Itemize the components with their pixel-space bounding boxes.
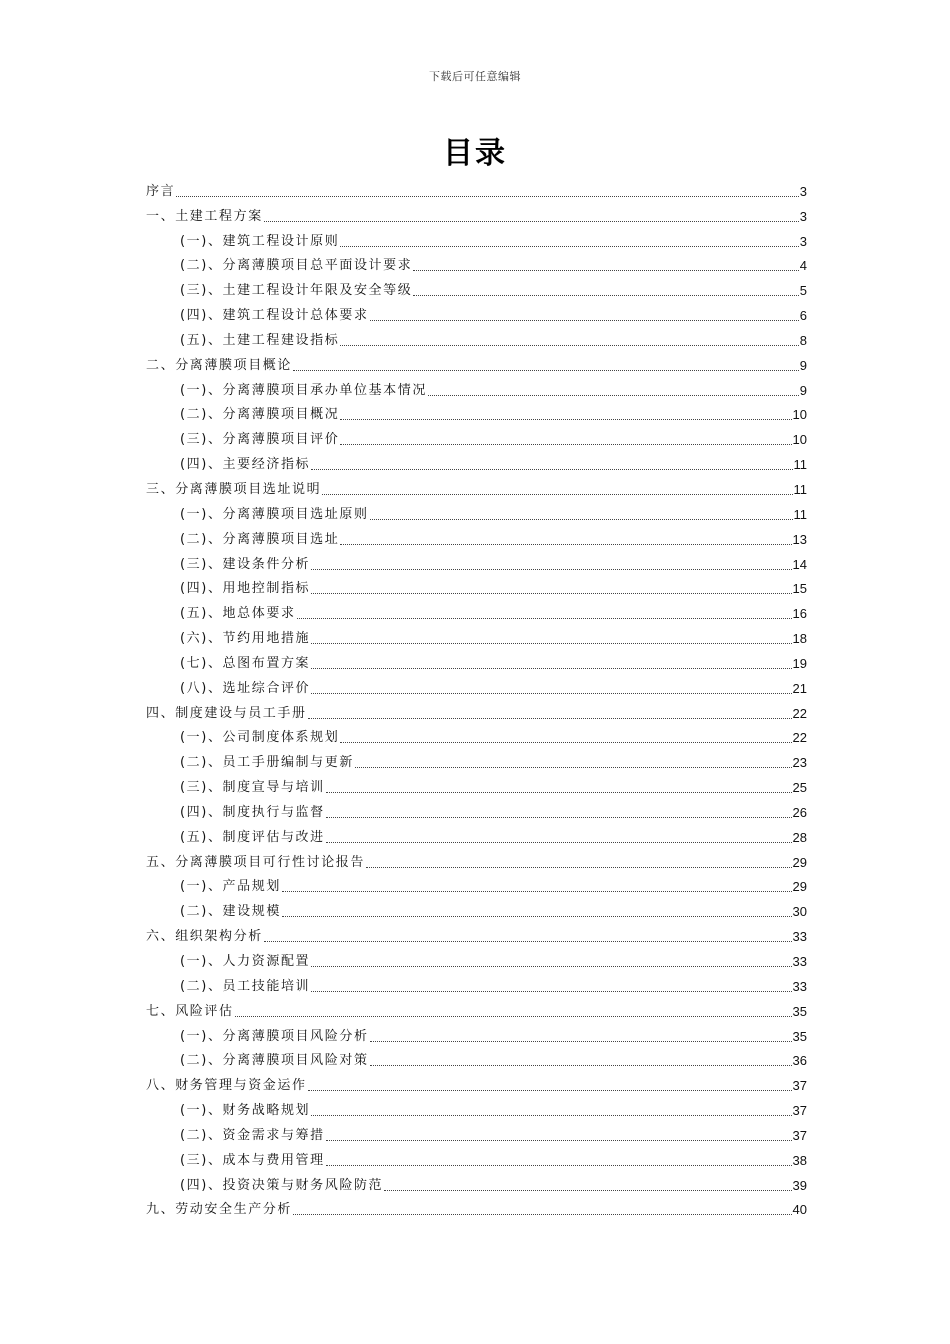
toc-subentry[interactable] xyxy=(146,1094,807,1119)
toc-entry-label: (一)、财务战略规划 xyxy=(180,1103,311,1119)
toc-entry-label: (四)、投资决策与财务风险防范 xyxy=(180,1177,384,1193)
toc-entry-label: (五)、地总体要求 xyxy=(180,606,296,622)
toc-page-number: 15 xyxy=(792,581,807,597)
toc-subentry[interactable] xyxy=(146,746,807,771)
toc-subentry[interactable] xyxy=(146,1169,807,1194)
dot-leader xyxy=(340,246,798,247)
toc-entry-label: (二)、分离薄膜项目概况 xyxy=(180,407,340,423)
toc-subentry[interactable] xyxy=(146,1045,807,1070)
toc-entry[interactable] xyxy=(146,200,807,225)
dot-leader xyxy=(264,941,792,942)
toc-page-number: 22 xyxy=(792,730,807,746)
toc-subentry[interactable] xyxy=(146,945,807,970)
toc-page-number: 3 xyxy=(799,208,807,224)
page-header: 下载后可任意编辑 xyxy=(429,70,521,83)
page-title: 目录 xyxy=(443,136,507,171)
toc-entry[interactable] xyxy=(146,1069,807,1094)
dot-leader xyxy=(366,867,792,868)
toc-entry-label: (四)、主要经济指标 xyxy=(180,457,311,473)
dot-leader xyxy=(340,419,791,420)
toc-subentry[interactable] xyxy=(146,1144,807,1169)
dot-leader xyxy=(370,1041,792,1042)
toc-subentry[interactable] xyxy=(146,796,807,821)
dot-leader xyxy=(326,1165,792,1166)
toc-subentry[interactable] xyxy=(146,722,807,747)
dot-leader xyxy=(311,469,792,470)
toc-page-number: 5 xyxy=(799,283,807,299)
toc-entry-label: (二)、资金需求与筹措 xyxy=(180,1127,325,1143)
toc-entry-label: (八)、选址综合评价 xyxy=(180,680,311,696)
toc-entry-label: (一)、分离薄膜项目风险分析 xyxy=(180,1028,369,1044)
toc-entry-label: (三)、分离薄膜项目评价 xyxy=(180,432,340,448)
toc-page-number: 37 xyxy=(792,1127,807,1143)
toc-subentry[interactable] xyxy=(146,597,807,622)
dot-leader xyxy=(370,519,793,520)
dot-leader xyxy=(370,1065,792,1066)
dot-leader xyxy=(311,693,791,694)
toc-page-number: 25 xyxy=(792,780,807,796)
toc-page-number: 14 xyxy=(792,556,807,572)
toc-subentry[interactable] xyxy=(146,622,807,647)
toc-subentry[interactable] xyxy=(146,647,807,672)
dot-leader xyxy=(340,742,791,743)
toc-page-number: 16 xyxy=(792,606,807,622)
toc-subentry[interactable] xyxy=(146,871,807,896)
dot-leader xyxy=(297,618,792,619)
dot-leader xyxy=(384,1190,791,1191)
dot-leader xyxy=(326,817,792,818)
toc-page-number: 19 xyxy=(792,655,807,671)
dot-leader xyxy=(340,544,791,545)
toc-entry-label: 序言 xyxy=(146,183,176,199)
toc-entry-label: (一)、建筑工程设计原则 xyxy=(180,233,340,249)
toc-page-number: 6 xyxy=(799,308,807,324)
toc-subentry[interactable] xyxy=(146,970,807,995)
toc-entry-label: (一)、人力资源配置 xyxy=(180,954,311,969)
toc-entry-label: 八、财务管理与资金运作 xyxy=(146,1078,307,1094)
toc-subentry[interactable] xyxy=(146,250,807,275)
dot-leader xyxy=(355,767,792,768)
toc-page-number: 18 xyxy=(792,631,807,647)
toc-entry-label: (三)、建设条件分析 xyxy=(180,556,311,572)
dot-leader xyxy=(235,1016,792,1017)
toc-page-number: 22 xyxy=(792,705,807,721)
dot-leader xyxy=(413,270,798,271)
toc-page-number: 8 xyxy=(799,332,807,348)
toc-subentry[interactable] xyxy=(146,274,807,299)
toc-entry-label: (一)、产品规划 xyxy=(180,879,281,895)
dot-leader xyxy=(428,395,799,396)
toc-subentry[interactable] xyxy=(146,573,807,598)
toc-page-number: 29 xyxy=(792,879,807,895)
dot-leader xyxy=(264,221,799,222)
toc-entry-label: 六、组织架构分析 xyxy=(146,929,263,945)
dot-leader xyxy=(282,891,792,892)
dot-leader xyxy=(326,792,792,793)
toc-page-number: 35 xyxy=(792,1003,807,1019)
toc-page-number: 33 xyxy=(792,978,807,994)
toc-entry[interactable] xyxy=(146,473,807,498)
dot-leader xyxy=(293,370,799,371)
toc-entry-label: (二)、建设规模 xyxy=(180,904,281,920)
toc-page-number: 35 xyxy=(792,1028,807,1044)
toc-entry-label: (一)、分离薄膜项目选址原则 xyxy=(180,506,369,522)
toc-entry-label: 二、分离薄膜项目概论 xyxy=(146,357,293,373)
toc-subentry[interactable] xyxy=(146,448,807,473)
toc-entry[interactable] xyxy=(146,920,807,945)
dot-leader xyxy=(311,593,791,594)
toc-entry-label: 一、土建工程方案 xyxy=(146,208,263,224)
toc-page-number: 9 xyxy=(799,382,807,398)
toc-page-number: 3 xyxy=(799,183,807,199)
toc-subentry[interactable] xyxy=(146,225,807,250)
toc-entry-label: (二)、分离薄膜项目总平面设计要求 xyxy=(180,258,413,274)
toc-subentry[interactable] xyxy=(146,498,807,523)
dot-leader xyxy=(326,842,792,843)
toc-subentry[interactable] xyxy=(146,821,807,846)
toc-page-number: 10 xyxy=(792,407,807,423)
toc-entry-label: (五)、制度评估与改进 xyxy=(180,829,325,845)
toc-subentry[interactable] xyxy=(146,423,807,448)
dot-leader xyxy=(311,966,791,967)
toc-subentry[interactable] xyxy=(146,399,807,424)
toc-page-number: 29 xyxy=(792,854,807,870)
toc-page-number: 4 xyxy=(799,258,807,274)
toc-subentry[interactable] xyxy=(146,548,807,573)
toc-page-number: 30 xyxy=(792,904,807,920)
toc-entry-label: (四)、制度执行与监督 xyxy=(180,804,325,820)
toc-page-number: 33 xyxy=(792,929,807,945)
toc-entry-label: 四、制度建设与员工手册 xyxy=(146,705,307,721)
toc-page-number: 26 xyxy=(792,804,807,820)
toc-entry-label: (二)、员工手册编制与更新 xyxy=(180,755,354,771)
toc-entry-label: (三)、制度宣导与培训 xyxy=(180,780,325,796)
dot-leader xyxy=(413,295,798,296)
toc-page-number: 40 xyxy=(792,1202,807,1218)
toc-entry-label: (六)、节约用地措施 xyxy=(180,631,311,647)
dot-leader xyxy=(308,1090,792,1091)
dot-leader xyxy=(322,494,792,495)
toc-entry-label: 三、分离薄膜项目选址说明 xyxy=(146,481,322,497)
table-of-contents xyxy=(146,175,807,1218)
toc-entry-label: 七、风险评估 xyxy=(146,1003,234,1019)
toc-subentry[interactable] xyxy=(146,299,807,324)
toc-subentry[interactable] xyxy=(146,523,807,548)
toc-entry-label: 五、分离薄膜项目可行性讨论报告 xyxy=(146,854,366,870)
toc-page-number: 23 xyxy=(792,755,807,771)
toc-page-number: 33 xyxy=(792,954,807,969)
toc-page-number: 3 xyxy=(799,233,807,249)
toc-page-number: 9 xyxy=(799,357,807,373)
toc-entry-label: (一)、公司制度体系规划 xyxy=(180,730,340,746)
toc-subentry[interactable] xyxy=(146,1020,807,1045)
toc-page-number: 13 xyxy=(792,531,807,547)
toc-entry-label: (四)、建筑工程设计总体要求 xyxy=(180,308,369,324)
toc-subentry[interactable] xyxy=(146,324,807,349)
toc-entry[interactable] xyxy=(146,995,807,1020)
toc-page-number: 36 xyxy=(792,1053,807,1069)
toc-entry[interactable] xyxy=(146,1194,807,1219)
toc-entry[interactable] xyxy=(146,175,807,200)
toc-subentry[interactable] xyxy=(146,672,807,697)
toc-page-number: 37 xyxy=(792,1103,807,1119)
dot-leader xyxy=(340,444,791,445)
toc-page-number: 37 xyxy=(792,1078,807,1094)
toc-subentry[interactable] xyxy=(146,895,807,920)
toc-subentry[interactable] xyxy=(146,1119,807,1144)
toc-page-number: 28 xyxy=(792,829,807,845)
toc-subentry[interactable] xyxy=(146,374,807,399)
toc-page-number: 10 xyxy=(792,432,807,448)
dot-leader xyxy=(311,643,791,644)
toc-page-number: 11 xyxy=(793,457,807,473)
toc-subentry[interactable] xyxy=(146,771,807,796)
toc-page-number: 21 xyxy=(792,680,807,696)
toc-entry-label: (二)、员工技能培训 xyxy=(180,978,311,994)
dot-leader xyxy=(311,569,791,570)
dot-leader xyxy=(293,1214,792,1215)
dot-leader xyxy=(311,1115,791,1116)
dot-leader xyxy=(370,320,799,321)
toc-entry-label: (一)、分离薄膜项目承办单位基本情况 xyxy=(180,382,427,398)
toc-entry-label: (四)、用地控制指标 xyxy=(180,581,311,597)
toc-entry-label: (二)、分离薄膜项目选址 xyxy=(180,531,340,547)
dot-leader xyxy=(308,718,792,719)
toc-entry[interactable] xyxy=(146,846,807,871)
toc-entry-label: (五)、土建工程建设指标 xyxy=(180,332,340,348)
dot-leader xyxy=(176,196,799,197)
dot-leader xyxy=(282,916,792,917)
dot-leader xyxy=(326,1140,792,1141)
toc-entry-label: (三)、成本与费用管理 xyxy=(180,1152,325,1168)
toc-page-number: 38 xyxy=(792,1152,807,1168)
dot-leader xyxy=(311,991,791,992)
toc-entry-label: (二)、分离薄膜项目风险对策 xyxy=(180,1053,369,1069)
toc-entry-label: (七)、总图布置方案 xyxy=(180,655,311,671)
toc-page-number: 39 xyxy=(792,1177,807,1193)
toc-entry-label: (三)、土建工程设计年限及安全等级 xyxy=(180,283,413,299)
toc-entry[interactable] xyxy=(146,349,807,374)
toc-page-number: 11 xyxy=(793,506,807,522)
toc-page-number: 11 xyxy=(793,481,807,497)
dot-leader xyxy=(311,668,791,669)
dot-leader xyxy=(340,345,798,346)
toc-entry[interactable] xyxy=(146,697,807,722)
toc-entry-label: 九、劳动安全生产分析 xyxy=(146,1202,293,1218)
